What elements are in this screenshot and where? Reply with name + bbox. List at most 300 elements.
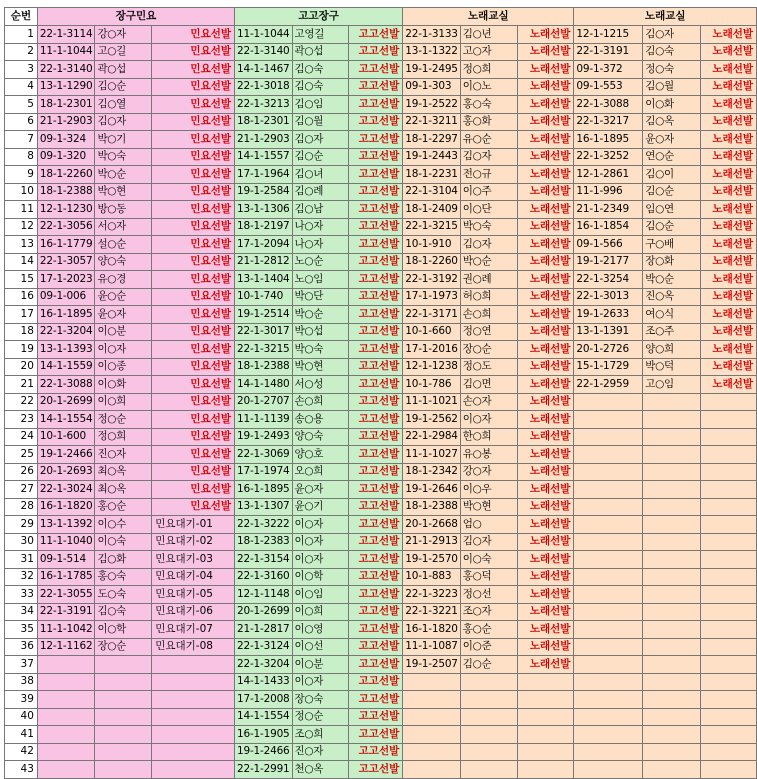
norae2-member-id: 22-1-3013 [574,288,643,306]
norae1-member-name: 이○준 [460,638,517,656]
gogo-member-name: 김○숙 [292,78,349,96]
norae2-member-name: 이○화 [643,96,701,114]
norae1-member-name: 홍○덕 [460,568,517,586]
norae2-member-name [643,708,701,726]
gogo-status: 고고선발 [349,551,403,569]
norae1-status: 노래선발 [517,166,574,184]
norae1-member-id [403,691,461,709]
gogo-member-name: 이○자 [292,533,349,551]
row-number: 1 [5,26,38,44]
norae1-member-name: 이○우 [460,481,517,499]
norae1-member-id: 19-1-2495 [403,61,461,79]
gogo-member-name: 박○숙 [292,341,349,359]
norae1-member-id: 18-1-2409 [403,201,461,219]
gogo-member-id: 17-1-2094 [235,236,293,254]
norae2-member-id: 19-1-2633 [574,306,643,324]
norae2-member-id [574,586,643,604]
minyo-status [152,673,235,691]
header-janggu-minyo: 장구민요 [37,8,234,26]
row-number: 22 [5,393,38,411]
norae1-member-name: 정○도 [460,358,517,376]
table-row [5,446,757,464]
norae2-status [701,656,757,674]
minyo-member-id [37,673,95,691]
minyo-member-id: 16-1-1785 [37,568,95,586]
gogo-member-name: 조○희 [292,726,349,744]
minyo-member-id: 19-1-2466 [37,446,95,464]
gogo-member-name: 박○순 [292,306,349,324]
norae2-member-id: 16-1-1854 [574,218,643,236]
gogo-member-name: 노○임 [292,271,349,289]
norae1-member-name: 박○현 [460,498,517,516]
gogo-status: 고고선발 [349,358,403,376]
gogo-status: 고고선발 [349,621,403,639]
gogo-status: 고고선발 [349,446,403,464]
gogo-member-name: 천○옥 [292,761,349,779]
gogo-status: 고고선발 [349,43,403,61]
norae1-member-name: 홍○숙 [460,96,517,114]
norae2-status: 노래선발 [701,253,757,271]
minyo-member-name: 이○종 [95,358,152,376]
minyo-status: 민요대기-07 [152,621,235,639]
gogo-member-id: 14-1-1557 [235,148,293,166]
norae2-member-id [574,621,643,639]
row-number: 5 [5,96,38,114]
norae2-member-name [643,691,701,709]
table-row [5,743,757,761]
gogo-member-id: 14-1-1480 [235,376,293,394]
gogo-status: 고고선발 [349,481,403,499]
norae1-member-name: 유○순 [460,131,517,149]
minyo-member-id: 22-1-3088 [37,376,95,394]
gogo-member-name: 진○자 [292,743,349,761]
minyo-status: 민요대기-02 [152,533,235,551]
minyo-member-id: 22-1-3057 [37,253,95,271]
gogo-member-name: 김○숙 [292,61,349,79]
gogo-member-name: 오○희 [292,463,349,481]
norae2-status: 노래선발 [701,218,757,236]
gogo-status: 고고선발 [349,498,403,516]
minyo-status: 민요선발 [152,96,235,114]
norae1-status [517,708,574,726]
minyo-member-name: 홍○순 [95,498,152,516]
minyo-member-name: 박○숙 [95,148,152,166]
norae2-member-name [643,551,701,569]
row-number: 36 [5,638,38,656]
norae2-status [701,463,757,481]
norae2-member-name: 연○순 [643,148,701,166]
norae2-status: 노래선발 [701,323,757,341]
minyo-status: 민요선발 [152,236,235,254]
gogo-member-id: 11-1-1139 [235,411,293,429]
minyo-status: 민요선발 [152,78,235,96]
table-row [5,376,757,394]
norae2-member-id [574,498,643,516]
norae2-member-id [574,603,643,621]
norae1-member-name: 권○례 [460,271,517,289]
minyo-member-name: 이○수 [95,516,152,534]
norae2-member-id [574,656,643,674]
minyo-status: 민요선발 [152,306,235,324]
header-gogo-janggu: 고고장구 [235,8,403,26]
minyo-member-id: 20-1-2699 [37,393,95,411]
table-row [5,638,757,656]
norae2-member-name: 진○옥 [643,288,701,306]
norae2-member-name [643,586,701,604]
norae2-status: 노래선발 [701,271,757,289]
norae2-status [701,411,757,429]
norae2-member-name [643,621,701,639]
minyo-status [152,743,235,761]
minyo-status: 민요대기-03 [152,551,235,569]
minyo-member-name: 김○열 [95,96,152,114]
gogo-status: 고고선발 [349,288,403,306]
row-number: 14 [5,253,38,271]
norae1-member-id: 11-1-1087 [403,638,461,656]
gogo-member-id: 21-1-2812 [235,253,293,271]
norae1-member-name: 손○희 [460,306,517,324]
minyo-member-name [95,726,152,744]
minyo-member-id: 22-1-3055 [37,586,95,604]
gogo-member-id: 14-1-1554 [235,708,293,726]
table-row [5,691,757,709]
table-row [5,393,757,411]
table-row [5,236,757,254]
norae1-member-id: 22-1-3104 [403,183,461,201]
gogo-member-id: 16-1-1895 [235,481,293,499]
minyo-status: 민요선발 [152,376,235,394]
gogo-member-name: 이○선 [292,638,349,656]
norae2-status: 노래선발 [701,358,757,376]
norae1-member-name: 김○자 [460,533,517,551]
minyo-member-name: 김○순 [95,78,152,96]
minyo-member-name: 설○순 [95,236,152,254]
norae2-member-name [643,463,701,481]
table-row [5,708,757,726]
row-number: 16 [5,288,38,306]
table-row [5,253,757,271]
norae1-member-name: 이○자 [460,411,517,429]
table-row [5,358,757,376]
gogo-member-id: 14-1-1467 [235,61,293,79]
norae1-member-name: 정○선 [460,586,517,604]
row-number: 4 [5,78,38,96]
minyo-member-name [95,691,152,709]
row-number: 2 [5,43,38,61]
gogo-member-id: 19-1-2514 [235,306,293,324]
norae1-member-id: 22-1-3215 [403,218,461,236]
minyo-member-id: 14-1-1554 [37,411,95,429]
norae2-status [701,743,757,761]
gogo-member-id: 22-1-2991 [235,761,293,779]
gogo-status: 고고선발 [349,341,403,359]
minyo-status: 민요선발 [152,341,235,359]
norae1-member-name: 장○순 [460,341,517,359]
table-row [5,218,757,236]
gogo-status: 고고선발 [349,708,403,726]
norae1-member-name: 김○순 [460,656,517,674]
norae2-member-id: 22-1-3252 [574,148,643,166]
norae1-member-id: 19-1-2522 [403,96,461,114]
minyo-member-name: 정○순 [95,411,152,429]
minyo-status [152,726,235,744]
minyo-member-id: 09-1-006 [37,288,95,306]
gogo-status: 고고선발 [349,638,403,656]
minyo-member-name: 최○옥 [95,481,152,499]
gogo-member-id: 19-1-2584 [235,183,293,201]
norae1-status [517,673,574,691]
minyo-member-id: 22-1-3114 [37,26,95,44]
norae2-status: 노래선발 [701,201,757,219]
gogo-member-name: 이○희 [292,603,349,621]
norae2-member-name [643,533,701,551]
gogo-status: 고고선발 [349,236,403,254]
gogo-member-id: 17-1-2008 [235,691,293,709]
norae1-status: 노래선발 [517,603,574,621]
norae1-member-name: 홍○순 [460,621,517,639]
minyo-member-name: 방○동 [95,201,152,219]
row-number: 6 [5,113,38,131]
norae1-status: 노래선발 [517,393,574,411]
norae1-status [517,743,574,761]
gogo-member-name: 이○영 [292,621,349,639]
gogo-member-name: 고영길 [292,26,349,44]
norae1-member-id: 22-1-3223 [403,586,461,604]
table-row [5,498,757,516]
norae2-member-name: 윤○자 [643,131,701,149]
minyo-member-id [37,761,95,779]
norae2-member-id: 20-1-2726 [574,341,643,359]
header-norae-1: 노래교실 [403,8,574,26]
gogo-status: 고고선발 [349,603,403,621]
row-number: 43 [5,761,38,779]
minyo-member-id: 16-1-1820 [37,498,95,516]
norae2-status: 노래선발 [701,148,757,166]
minyo-status: 민요선발 [152,446,235,464]
row-number: 15 [5,271,38,289]
norae2-member-id [574,726,643,744]
norae2-member-id [574,481,643,499]
norae2-status [701,551,757,569]
norae1-status: 노래선발 [517,218,574,236]
norae2-status [701,498,757,516]
norae2-member-id [574,673,643,691]
norae1-status: 노래선발 [517,411,574,429]
norae2-status [701,726,757,744]
norae1-member-name: 고○자 [460,43,517,61]
selection-table [4,7,757,779]
norae2-status [701,638,757,656]
norae2-member-id [574,691,643,709]
norae1-status: 노래선발 [517,61,574,79]
norae2-member-name [643,638,701,656]
table-row [5,201,757,219]
row-number: 37 [5,656,38,674]
gogo-status: 고고선발 [349,656,403,674]
norae2-status [701,708,757,726]
minyo-member-name [95,761,152,779]
norae1-status: 노래선발 [517,358,574,376]
norae1-member-id: 21-1-2913 [403,533,461,551]
gogo-member-id: 22-1-3017 [235,323,293,341]
gogo-member-name: 곽○섭 [292,43,349,61]
minyo-member-name: 최○옥 [95,463,152,481]
table-row [5,43,757,61]
row-number: 20 [5,358,38,376]
gogo-status: 고고선발 [349,183,403,201]
norae1-status: 노래선발 [517,463,574,481]
norae2-member-id [574,743,643,761]
gogo-status: 고고선발 [349,516,403,534]
gogo-member-id: 18-1-2301 [235,113,293,131]
minyo-member-name: 윤○자 [95,306,152,324]
table-row [5,621,757,639]
gogo-status: 고고선발 [349,743,403,761]
gogo-member-id: 19-1-2493 [235,428,293,446]
gogo-member-id: 14-1-1433 [235,673,293,691]
norae2-member-id [574,533,643,551]
gogo-status: 고고선발 [349,323,403,341]
norae2-status: 노래선발 [701,96,757,114]
gogo-member-id: 20-1-2707 [235,393,293,411]
norae1-member-id: 17-1-1973 [403,288,461,306]
gogo-member-id: 20-1-2699 [235,603,293,621]
row-number: 17 [5,306,38,324]
norae1-member-name: 정○희 [460,61,517,79]
gogo-member-name: 장○숙 [292,691,349,709]
table-row [5,428,757,446]
norae1-status: 노래선발 [517,446,574,464]
table-row [5,96,757,114]
gogo-member-name: 김○례 [292,183,349,201]
minyo-member-name: 이○학 [95,621,152,639]
row-number: 9 [5,166,38,184]
table-row [5,271,757,289]
table-row [5,341,757,359]
norae2-member-name [643,411,701,429]
norae2-member-name: 김○옥 [643,113,701,131]
norae1-status: 노래선발 [517,253,574,271]
gogo-status: 고고선발 [349,568,403,586]
gogo-status: 고고선발 [349,726,403,744]
gogo-status: 고고선발 [349,673,403,691]
gogo-status: 고고선발 [349,113,403,131]
norae1-member-name: 손○자 [460,393,517,411]
norae1-member-id: 19-1-2570 [403,551,461,569]
gogo-status: 고고선발 [349,533,403,551]
norae1-member-name: 박○순 [460,253,517,271]
norae2-member-name: 박○덕 [643,358,701,376]
minyo-status: 민요선발 [152,113,235,131]
table-row [5,306,757,324]
norae2-status [701,446,757,464]
norae2-member-name [643,446,701,464]
table-row [5,586,757,604]
minyo-member-id: 18-1-2260 [37,166,95,184]
minyo-member-id: 09-1-514 [37,551,95,569]
gogo-status: 고고선발 [349,253,403,271]
gogo-status: 고고선발 [349,411,403,429]
minyo-status: 민요선발 [152,148,235,166]
gogo-member-id: 21-1-2817 [235,621,293,639]
norae2-member-name: 조○주 [643,323,701,341]
minyo-status: 민요선발 [152,411,235,429]
norae1-member-id: 22-1-3221 [403,603,461,621]
norae2-member-name: 김○이 [643,166,701,184]
row-number: 27 [5,481,38,499]
norae1-member-id: 18-1-2388 [403,498,461,516]
norae2-status: 노래선발 [701,131,757,149]
minyo-member-name: 홍○숙 [95,568,152,586]
gogo-member-id: 11-1-1044 [235,26,293,44]
minyo-member-id: 17-1-2023 [37,271,95,289]
norae1-status: 노래선발 [517,516,574,534]
norae2-member-name [643,603,701,621]
row-number: 3 [5,61,38,79]
gogo-status: 고고선발 [349,761,403,779]
row-number: 26 [5,463,38,481]
norae1-member-name [460,726,517,744]
minyo-status: 민요선발 [152,61,235,79]
norae2-member-id: 21-1-2349 [574,201,643,219]
minyo-member-id: 09-1-320 [37,148,95,166]
row-number: 19 [5,341,38,359]
row-number: 12 [5,218,38,236]
gogo-member-id: 13-1-1306 [235,201,293,219]
row-number: 23 [5,411,38,429]
gogo-member-name: 김○녀 [292,166,349,184]
norae2-member-id: 22-1-3191 [574,43,643,61]
minyo-status: 민요선발 [152,131,235,149]
gogo-member-id: 18-1-2388 [235,358,293,376]
norae2-member-name [643,393,701,411]
norae2-member-name [643,743,701,761]
norae1-member-name: 정○연 [460,323,517,341]
norae2-status [701,481,757,499]
table-row [5,323,757,341]
row-number: 41 [5,726,38,744]
gogo-member-id: 13-1-1307 [235,498,293,516]
gogo-member-name: 나○자 [292,236,349,254]
minyo-status: 민요선발 [152,183,235,201]
gogo-status: 고고선발 [349,393,403,411]
gogo-member-name: 양○호 [292,446,349,464]
minyo-member-name [95,708,152,726]
row-number: 33 [5,586,38,604]
minyo-member-name: 진○자 [95,446,152,464]
table-row [5,288,757,306]
minyo-member-id [37,656,95,674]
table-row [5,533,757,551]
norae2-member-id [574,446,643,464]
minyo-status: 민요선발 [152,393,235,411]
norae2-status [701,673,757,691]
minyo-member-id: 22-1-3140 [37,61,95,79]
norae2-member-name [643,726,701,744]
norae1-status: 노래선발 [517,533,574,551]
gogo-status: 고고선발 [349,166,403,184]
table-row [5,656,757,674]
norae2-member-id: 13-1-1391 [574,323,643,341]
norae2-status: 노래선발 [701,43,757,61]
norae2-member-id: 22-1-3217 [574,113,643,131]
minyo-member-name: 양○숙 [95,253,152,271]
gogo-member-name: 김○순 [292,148,349,166]
norae1-member-name [460,743,517,761]
row-number: 29 [5,516,38,534]
row-number: 38 [5,673,38,691]
gogo-member-id: 22-1-3204 [235,656,293,674]
